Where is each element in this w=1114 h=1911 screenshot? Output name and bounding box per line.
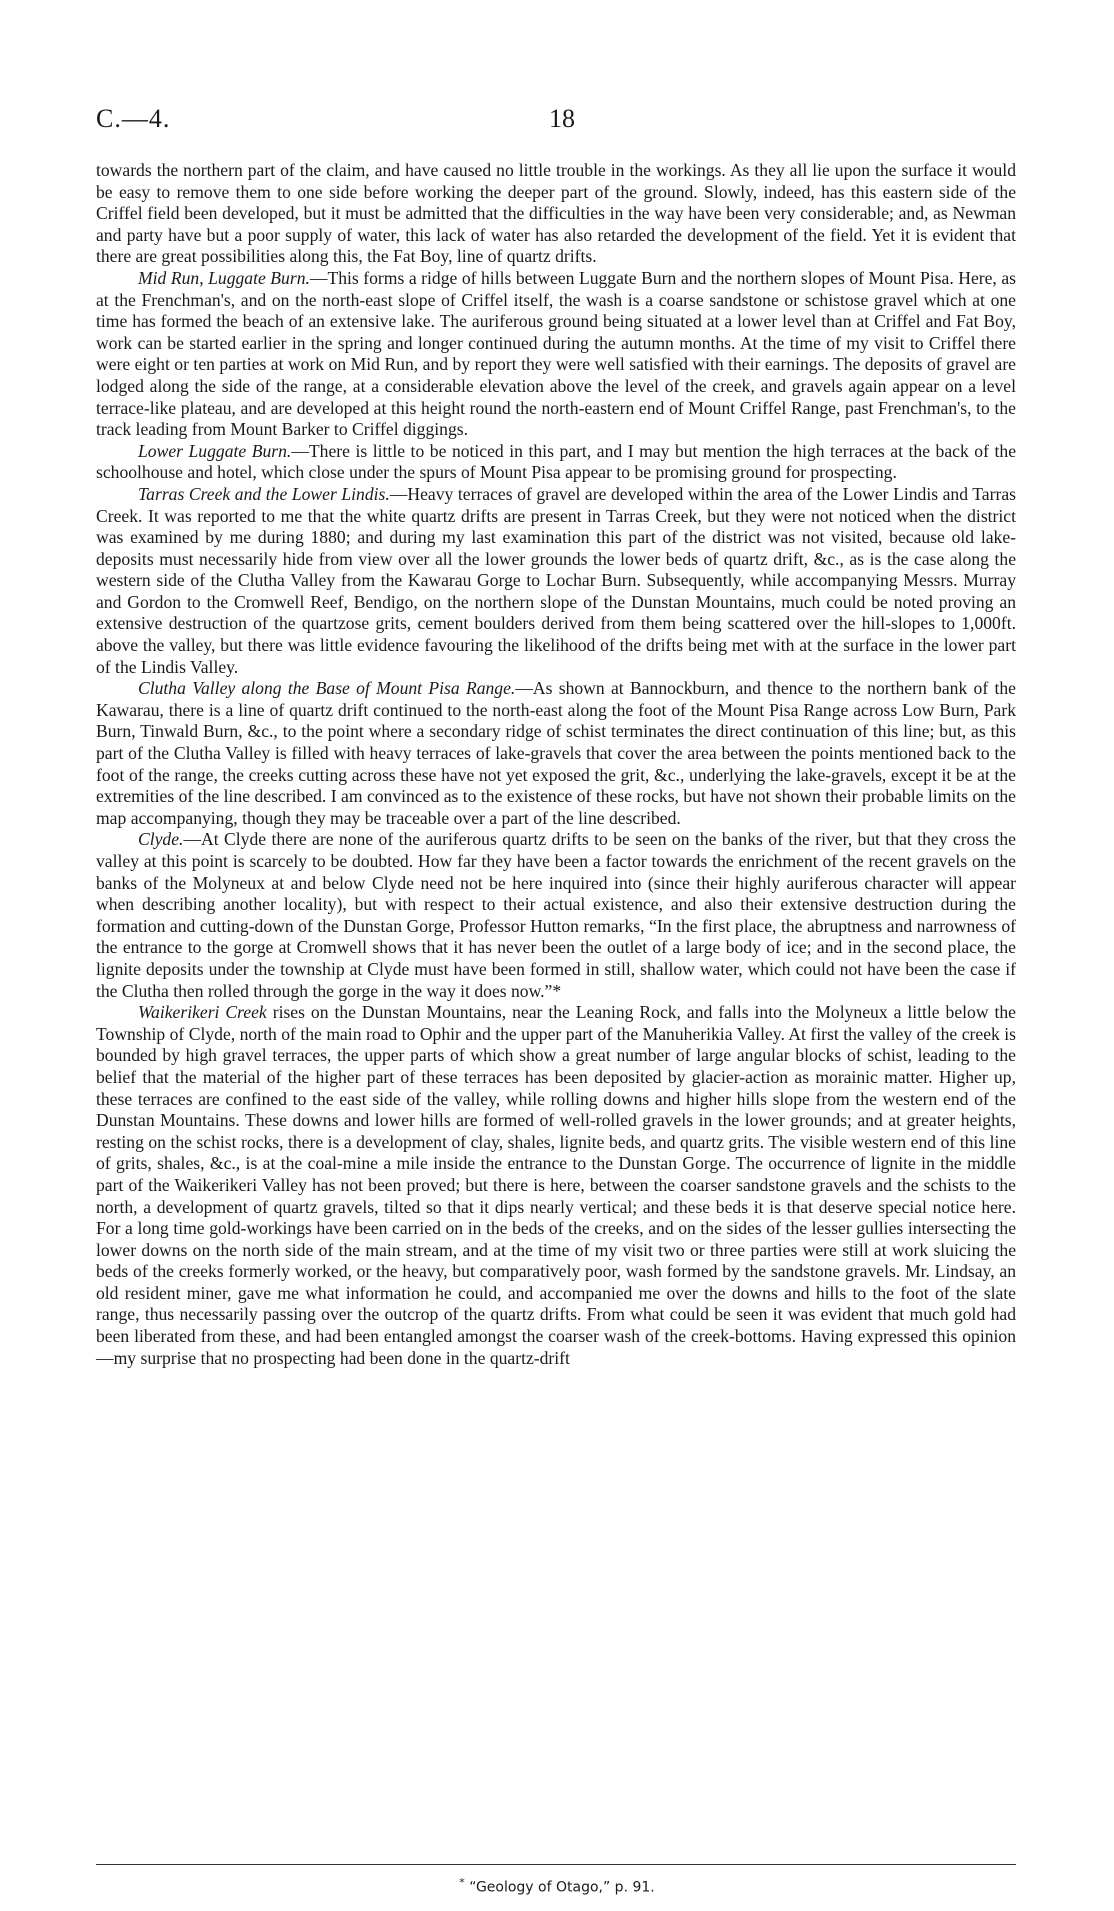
page-header bbox=[96, 104, 1016, 136]
paragraph-text: —Heavy terraces of gravel are developed within the area of the Lower Lindis and Tarras Creek. It was reported to me that the white quartz drifts are present in Tarras Creek, but they were not noticed when the district was examined by me during 1880; and during my last examination this part of the district was not visited, because old lake-deposits must necessarily hide from view over all the lower grounds the lower beds of quartz drift, &c., as is the case along the western side of the Clutha Valley from the Kawarau Gorge to Lochar Burn. Subsequently, while accompanying Messrs. Murray and Gordon to the Cromwell Reef, Bendigo, on the northern slope of the Dunstan Mountains, much could be noted proving an extensive destruction of the quartzose grits, cement boulders derived from them being scattered over the hill-slopes to 1,000ft. above the valley, but there was little evidence favouring the likelihood of the drifts being met with at the surface in the lower part of the Lindis Valley. bbox=[96, 483, 1016, 677]
paragraph-text: —This forms a ridge of hills between Luggate Burn and the northern slopes of Mount Pisa. Here, as at the Frenchman's, and on the north-east slope of Criffel itself, the wash is a coarse sandstone or schistose gravel which at one time has formed the beach of an extensive lake. The auriferous ground being situated at a lower level than at Criffel and Fat Boy, work can be started earlier in the spring and longer continued during the autumn months. At the time of my visit to Criffel there were eight or ten parties at work on Mid Run, and by report they were well satisfied with their earnings. The deposits of gravel are lodged along the side of the range, at a considerable elevation above the level of the creek, and gravels again appear on a level terrace-like plateau, and are developed at this height round the north-eastern end of Mount Criffel Range, past Frenchman's, to the track leading from Mount Barker to Criffel diggings. bbox=[96, 267, 1016, 440]
paragraph-waikerikeri bbox=[96, 1002, 1016, 1369]
paragraph-lower-luggate bbox=[96, 441, 1016, 484]
footnote bbox=[0, 1876, 1114, 1896]
paragraph-clyde bbox=[96, 829, 1016, 1002]
footnote-divider bbox=[96, 1864, 1016, 1865]
section-heading: Clutha Valley along the Base of Mount Pisa Range. bbox=[138, 678, 516, 699]
document-id: C.—4. bbox=[96, 104, 171, 133]
paragraph-continuation bbox=[96, 160, 1016, 268]
section-heading: Mid Run, Luggate Burn. bbox=[138, 267, 310, 288]
section-heading: Clyde. bbox=[138, 829, 184, 850]
paragraph-tarras-creek bbox=[96, 484, 1016, 678]
paragraph-text: rises on the Dunstan Mountains, near the Leaning Rock, and falls into the Molyneux a little below the Township of Clyde, north of the main road to Ophir and the upper part of the Manuherikia Valley. At first the valley of the creek is bounded by high gravel terraces, the upper parts of which show a great number of large angular blocks of schist, leading to the belief that the material of the higher part of these terraces has been deposited by glacier-action as morainic matter. Higher up, these terraces are confined to the east side of the valley, while rolling downs and higher hills slope from the western end of the Dunstan Mountains. These downs and lower hills are formed of well-rolled gravels in the lower grounds; and at greater heights, resting on the schist rocks, there is a development of clay, shales, lignite beds, and quartz grits. The visible western end of this line of grits, shales, &c., is at the coal-mine a mile inside the entrance to the Dunstan Gorge. The occurrence of lignite in the middle part of the Waikerikeri Valley has not been proved; but there is here, between the coarser sandstone gravels and the schists to the north, a development of quartz gravels, tilted so that it dips nearly vertical; and these beds it is that deserve special notice here. For a long time gold-workings have been carried on in the beds of the creeks, and on the sides of the lesser gullies intersecting the lower downs on the north side of the main stream, and at the time of my visit two or three parties were still at work sluicing the beds of the creeks formerly worked, or the heavy, but comparatively poor, wash formed by the sandstone gravels. Mr. Lindsay, an old resident miner, gave me what information he could, and accompanied me over the downs and hills to the foot of the slate range, thus necessarily passing over the outcrop of the quartz drifts. From what could be seen it was evident that much gold had been liberated from these, and had been entangled amongst the coarser wash of the creek-bottoms. Having expressed this opinion—my surprise that no prospecting had been done in the quartz-drift bbox=[96, 1002, 1016, 1368]
section-heading: Lower Luggate Burn. bbox=[138, 440, 292, 461]
footnote-text: “Geology of Otago,” p. 91. bbox=[469, 1879, 655, 1896]
paragraph-text: —At Clyde there are none of the auriferous quartz drifts to be seen on the banks of the river, but that they cross the valley at this point is scarcely to be doubted. How far they have been a factor towards the enrichment of the recent gravels on the banks of the Molyneux at and below Clyde need not be here inquired into (since their highly auriferous character will appear when describing another locality), but with respect to their actual existence, and also their extensive destruction during the formation and cutting-down of the Dunstan Gorge, Professor Hutton remarks, “In the first place, the abruptness and narrowness of the entrance to the gorge at Cromwell shows that it has never been the outlet of a large body of ice; and in the second place, the lignite deposits under the township at Clyde must have been formed in still, shallow water, which could not have been the case if the Clutha then rolled through the gorge in the way it does now.”* bbox=[96, 829, 1016, 1001]
section-heading: Waikerikeri Creek bbox=[138, 1002, 267, 1023]
footnote-mark: * bbox=[459, 1876, 465, 1889]
page-number: 18 bbox=[549, 104, 575, 133]
paragraph-text: —There is little to be noticed in this part, and I may but mention the high terraces at the back of the schoolhouse and hotel, which close under the spurs of Mount Pisa appear to be promising ground for prospecting. bbox=[96, 440, 1017, 483]
paragraph-text: towards the northern part of the claim, and have caused no little trouble in the workings. As they all lie upon the surface it would be easy to remove them to one side before working the deeper part of the ground. Slowly, indeed, has this eastern side of the Criffel field been developed, but it must be admitted that the difficulties in the way have been very considerable; and, as Newman and party have but a poor supply of water, this lack of water has also retarded the development of the field. Yet it is evident that there are great possibilities along this, the Fat Boy, line of quartz drifts. bbox=[96, 160, 1016, 267]
paragraph-clutha-valley bbox=[96, 678, 1016, 829]
paragraph-mid-run bbox=[96, 268, 1016, 441]
paragraph-text: —As shown at Bannockburn, and thence to the northern bank of the Kawarau, there is a line of quartz drift continued to the north-east along the foot of the Mount Pisa Range across Low Burn, Park Burn, Tinwald Burn, &c., to the point where a secondary ridge of schist terminates the direct continuation of this line; but, as this part of the Clutha Valley is filled with heavy terraces of lake-gravels that cover the area between the points mentioned back to the foot of the range, the creeks cutting across these have not yet exposed the grit, &c., underlying the lake-gravels, except it be at the extremities of the line described. I am convinced as to the existence of these rocks, but have not shown their probable limits on the map accompanying, though they may be traceable over a part of the line described. bbox=[96, 678, 1016, 828]
section-heading: Tarras Creek and the Lower Lindis. bbox=[138, 483, 390, 504]
body-text bbox=[96, 160, 1016, 1369]
